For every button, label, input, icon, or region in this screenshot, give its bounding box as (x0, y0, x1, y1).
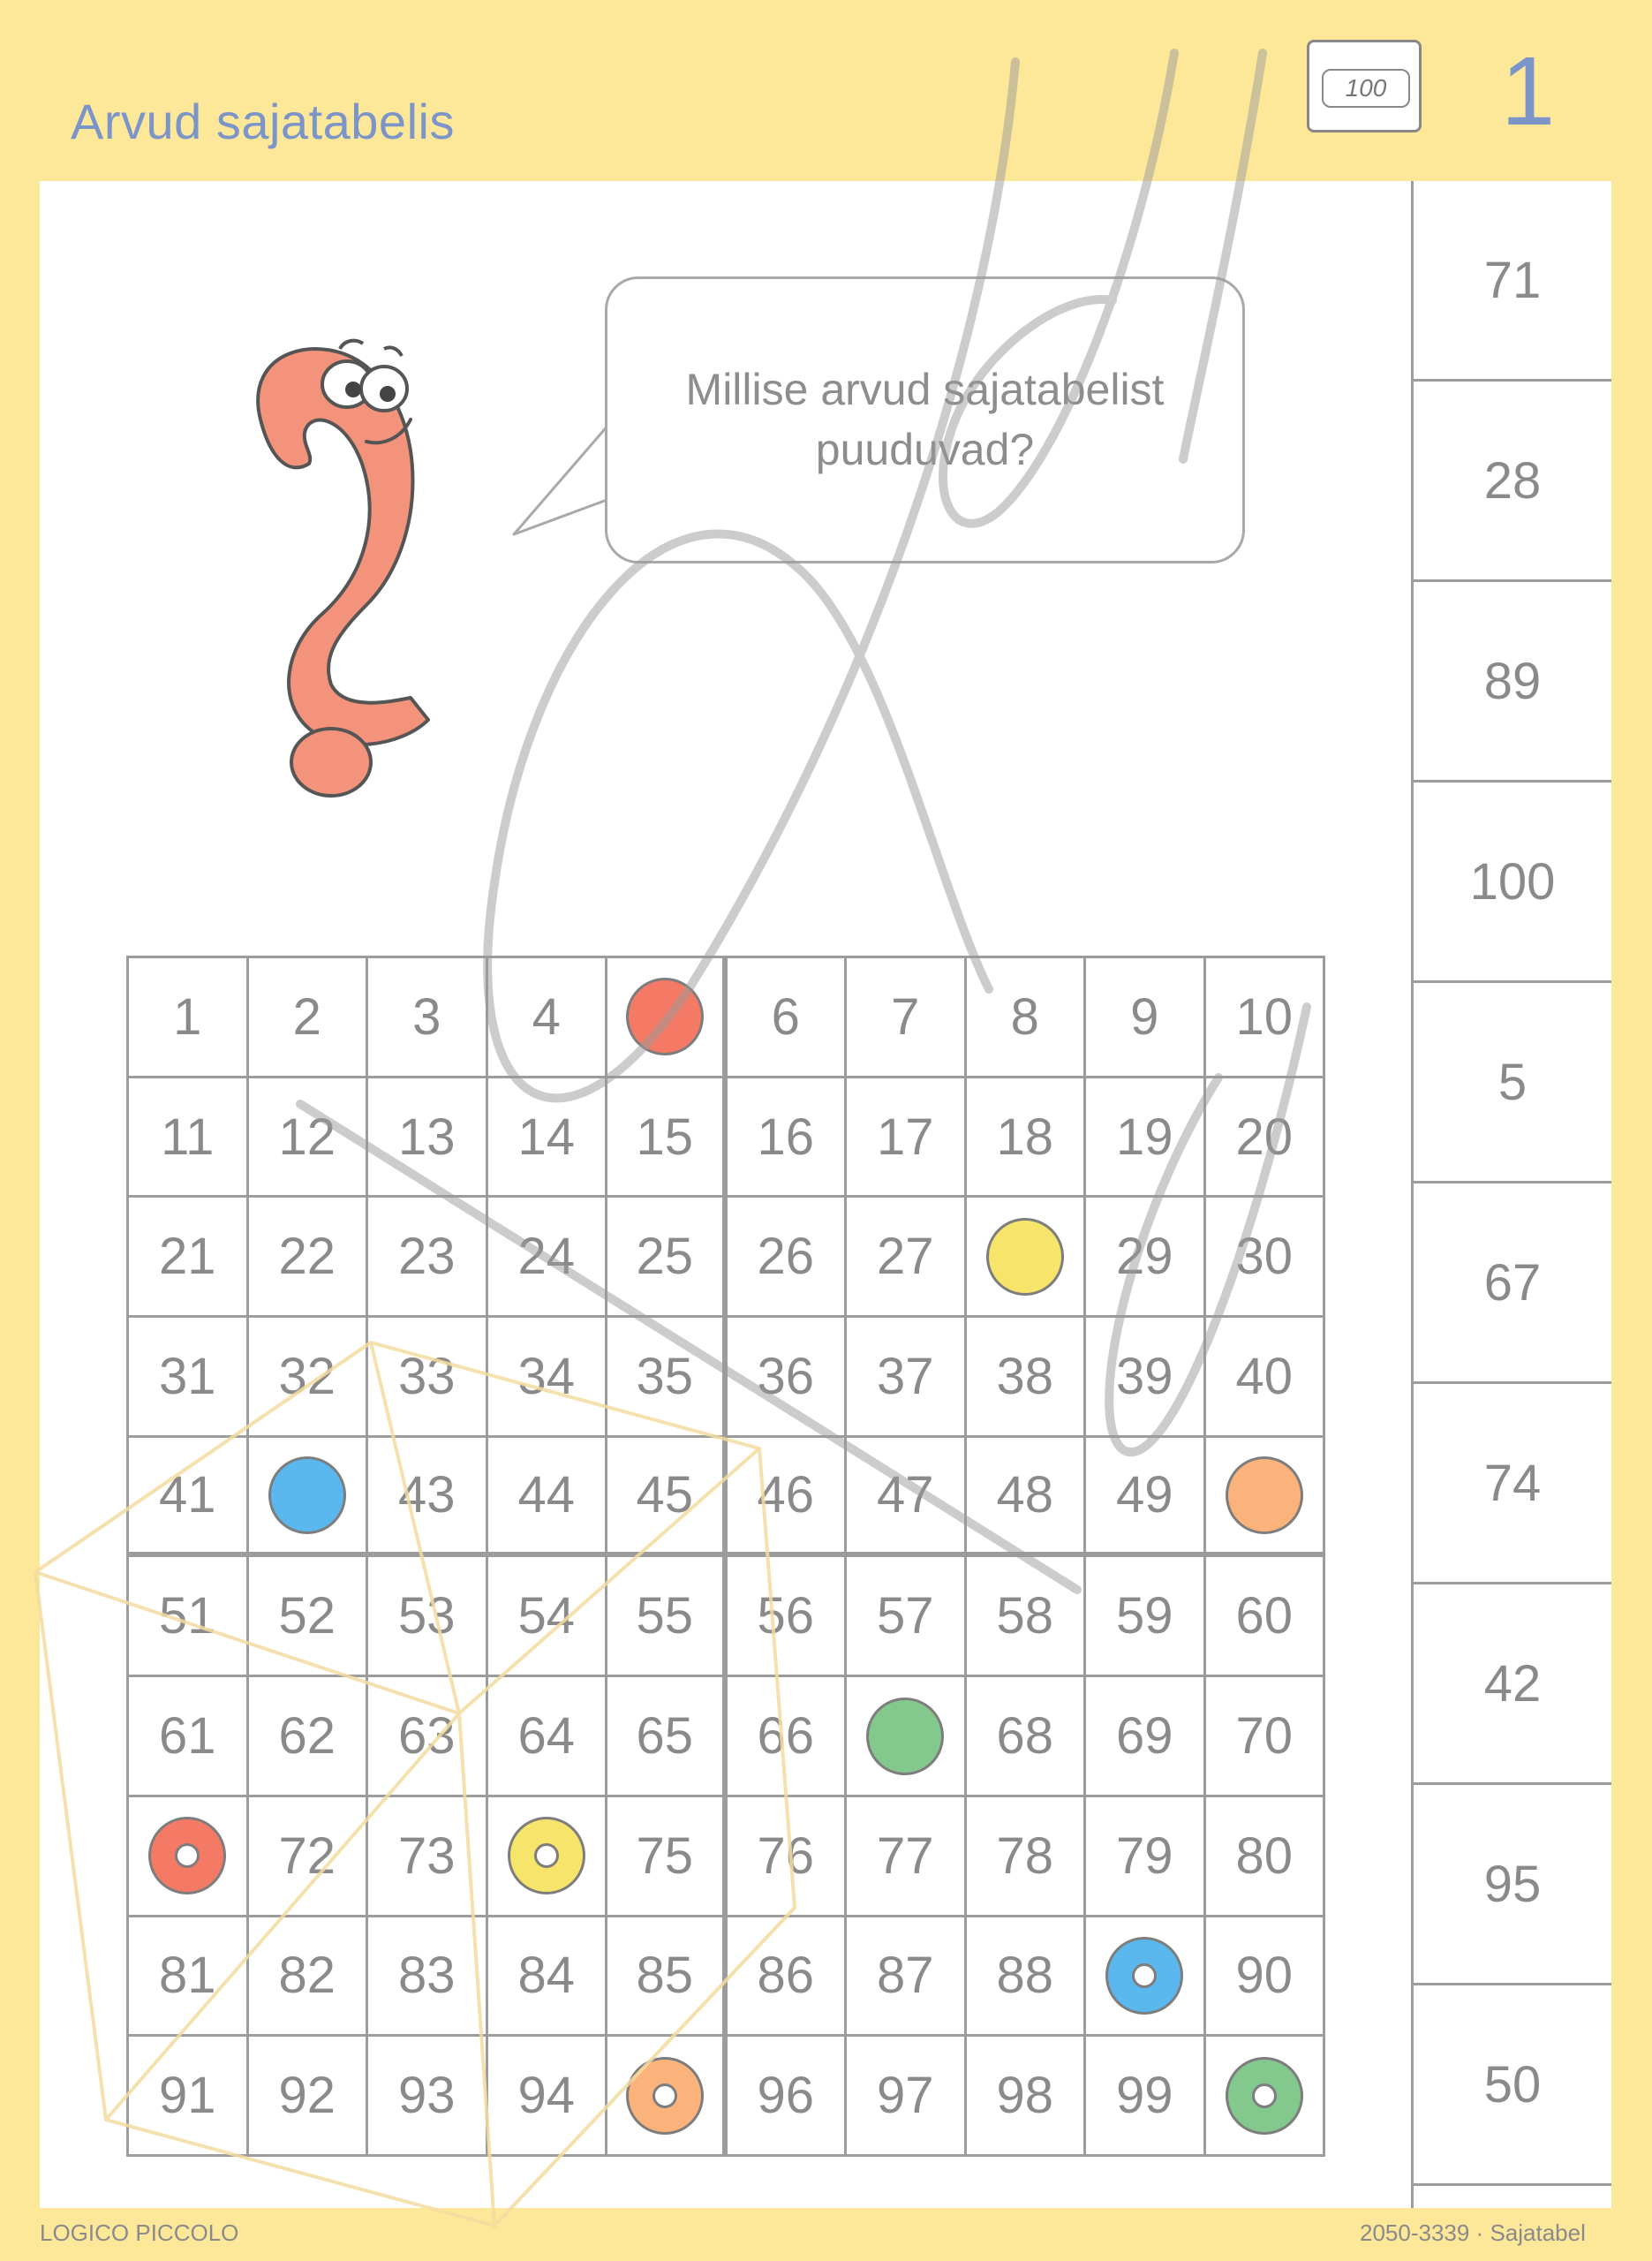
answer-cell: 74 (1414, 1384, 1611, 1584)
grid-cell-30: 30 (1206, 1198, 1326, 1318)
grid-cell-57: 57 (847, 1557, 967, 1677)
grid-cell-hidden-71 (129, 1797, 249, 1917)
grid-cell-90: 90 (1206, 1917, 1326, 2038)
grid-cell-23: 23 (368, 1198, 488, 1318)
grid-cell-94: 94 (488, 2037, 608, 2157)
grid-cell-63: 63 (368, 1677, 488, 1797)
speech-bubble-tail (512, 415, 618, 539)
badge-label: 100 (1322, 69, 1410, 108)
answer-cell: 71 (1414, 181, 1611, 382)
grid-cell-97: 97 (847, 2037, 967, 2157)
answer-cell: 42 (1414, 1584, 1611, 1785)
answer-cell: 100 (1414, 783, 1611, 983)
grid-cell-77: 77 (847, 1797, 967, 1917)
grid-cell-hidden-5 (607, 958, 728, 1078)
grid-cell-33: 33 (368, 1318, 488, 1438)
grid-cell-49: 49 (1086, 1438, 1206, 1558)
grid-cell-hidden-89 (1086, 1917, 1206, 2038)
grid-cell-80: 80 (1206, 1797, 1326, 1917)
answer-cell: 5 (1414, 983, 1611, 1183)
grid-cell-79: 79 (1086, 1797, 1206, 1917)
page-title: Arvud sajatabelis (71, 94, 455, 149)
grid-cell-82: 82 (249, 1917, 369, 2038)
grid-cell-66: 66 (728, 1677, 848, 1797)
grid-cell-55: 55 (607, 1557, 728, 1677)
ring-token-icon (508, 1817, 585, 1894)
grid-cell-88: 88 (967, 1917, 1087, 2038)
speech-bubble (605, 276, 1245, 563)
grid-cell-85: 85 (607, 1917, 728, 2038)
grid-cell-11: 11 (129, 1078, 249, 1199)
grid-cell-15: 15 (607, 1078, 728, 1199)
answer-column (1411, 181, 1611, 2208)
answer-cell: 95 (1414, 1785, 1611, 1985)
grid-cell-13: 13 (368, 1078, 488, 1199)
grid-cell-86: 86 (728, 1917, 848, 2038)
grid-cell-99: 99 (1086, 2037, 1206, 2157)
grid-cell-56: 56 (728, 1557, 848, 1677)
hundred-board-badge (1307, 40, 1422, 132)
grid-cell-hidden-50 (1206, 1438, 1326, 1558)
ring-token-icon (1226, 2057, 1303, 2135)
grid-cell-72: 72 (249, 1797, 369, 1917)
grid-cell-hidden-67 (847, 1677, 967, 1797)
grid-cell-52: 52 (249, 1557, 369, 1677)
grid-cell-65: 65 (607, 1677, 728, 1797)
ring-hole (1132, 1963, 1157, 1988)
grid-cell-22: 22 (249, 1198, 369, 1318)
grid-cell-37: 37 (847, 1318, 967, 1438)
grid-cell-78: 78 (967, 1797, 1087, 1917)
grid-cell-36: 36 (728, 1318, 848, 1438)
ring-token-icon (626, 2057, 704, 2135)
grid-cell-64: 64 (488, 1677, 608, 1797)
grid-cell-24: 24 (488, 1198, 608, 1318)
grid-cell-hidden-100 (1206, 2037, 1326, 2157)
page-number: 1 (1501, 37, 1556, 146)
grid-cell-51: 51 (129, 1557, 249, 1677)
grid-cell-4: 4 (488, 958, 608, 1078)
grid-cell-70: 70 (1206, 1677, 1326, 1797)
ring-token-icon (1105, 1937, 1183, 2015)
grid-cell-17: 17 (847, 1078, 967, 1199)
speech-bubble-text: Millise arvud sajatabelist puuduvad? (685, 365, 1165, 474)
grid-cell-25: 25 (607, 1198, 728, 1318)
grid-cell-92: 92 (249, 2037, 369, 2157)
hundred-chart-grid (126, 956, 1325, 2157)
footer-code: 2050-3339 · Sajatabel (1360, 2219, 1586, 2246)
grid-cell-62: 62 (249, 1677, 369, 1797)
disc-token-icon (986, 1218, 1064, 1296)
disc-token-icon (1226, 1456, 1303, 1534)
grid-cell-29: 29 (1086, 1198, 1206, 1318)
grid-cell-43: 43 (368, 1438, 488, 1558)
grid-cell-98: 98 (967, 2037, 1087, 2157)
grid-cell-18: 18 (967, 1078, 1087, 1199)
grid-cell-40: 40 (1206, 1318, 1326, 1438)
grid-cell-75: 75 (607, 1797, 728, 1917)
ring-hole (534, 1843, 559, 1868)
grid-cell-81: 81 (129, 1917, 249, 2038)
grid-cell-20: 20 (1206, 1078, 1326, 1199)
grid-cell-9: 9 (1086, 958, 1206, 1078)
grid-cell-48: 48 (967, 1438, 1087, 1558)
grid-cell-6: 6 (728, 958, 848, 1078)
grid-cell-44: 44 (488, 1438, 608, 1558)
ring-hole (653, 2083, 677, 2108)
grid-cell-26: 26 (728, 1198, 848, 1318)
answer-cell: 50 (1414, 1985, 1611, 2186)
grid-cell-34: 34 (488, 1318, 608, 1438)
grid-cell-hidden-42 (249, 1438, 369, 1558)
question-mark-mascot-icon (234, 314, 446, 808)
disc-token-icon (866, 1698, 944, 1775)
grid-cell-59: 59 (1086, 1557, 1206, 1677)
disc-token-icon (626, 978, 704, 1055)
grid-cell-87: 87 (847, 1917, 967, 2038)
grid-cell-53: 53 (368, 1557, 488, 1677)
grid-cell-12: 12 (249, 1078, 369, 1199)
grid-cell-84: 84 (488, 1917, 608, 2038)
grid-cell-54: 54 (488, 1557, 608, 1677)
grid-cell-68: 68 (967, 1677, 1087, 1797)
grid-cell-14: 14 (488, 1078, 608, 1199)
grid-cell-45: 45 (607, 1438, 728, 1558)
grid-cell-60: 60 (1206, 1557, 1326, 1677)
grid-cell-3: 3 (368, 958, 488, 1078)
grid-cell-21: 21 (129, 1198, 249, 1318)
grid-cell-58: 58 (967, 1557, 1087, 1677)
grid-cell-69: 69 (1086, 1677, 1206, 1797)
grid-cell-27: 27 (847, 1198, 967, 1318)
ring-hole (1252, 2083, 1277, 2108)
grid-cell-8: 8 (967, 958, 1087, 1078)
grid-cell-46: 46 (728, 1438, 848, 1558)
grid-cell-39: 39 (1086, 1318, 1206, 1438)
ring-token-icon (148, 1817, 226, 1894)
grid-cell-32: 32 (249, 1318, 369, 1438)
grid-cell-93: 93 (368, 2037, 488, 2157)
grid-cell-hidden-95 (607, 2037, 728, 2157)
grid-cell-47: 47 (847, 1438, 967, 1558)
grid-cell-7: 7 (847, 958, 967, 1078)
grid-cell-35: 35 (607, 1318, 728, 1438)
grid-cell-10: 10 (1206, 958, 1326, 1078)
disc-token-icon (268, 1456, 346, 1534)
grid-cell-83: 83 (368, 1917, 488, 2038)
grid-cell-76: 76 (728, 1797, 848, 1917)
grid-cell-19: 19 (1086, 1078, 1206, 1199)
grid-cell-41: 41 (129, 1438, 249, 1558)
answer-cell: 67 (1414, 1183, 1611, 1384)
grid-cell-38: 38 (967, 1318, 1087, 1438)
grid-cell-hidden-74 (488, 1797, 608, 1917)
answer-cell: 89 (1414, 582, 1611, 783)
grid-cell-2: 2 (249, 958, 369, 1078)
footer-publisher: LOGICO PICCOLO (40, 2219, 239, 2246)
grid-cell-91: 91 (129, 2037, 249, 2157)
grid-cell-61: 61 (129, 1677, 249, 1797)
grid-cell-1: 1 (129, 958, 249, 1078)
grid-cell-96: 96 (728, 2037, 848, 2157)
grid-cell-31: 31 (129, 1318, 249, 1438)
ring-hole (175, 1843, 200, 1868)
grid-cell-hidden-28 (967, 1198, 1087, 1318)
grid-cell-16: 16 (728, 1078, 848, 1199)
grid-cell-73: 73 (368, 1797, 488, 1917)
answer-cell: 28 (1414, 382, 1611, 582)
